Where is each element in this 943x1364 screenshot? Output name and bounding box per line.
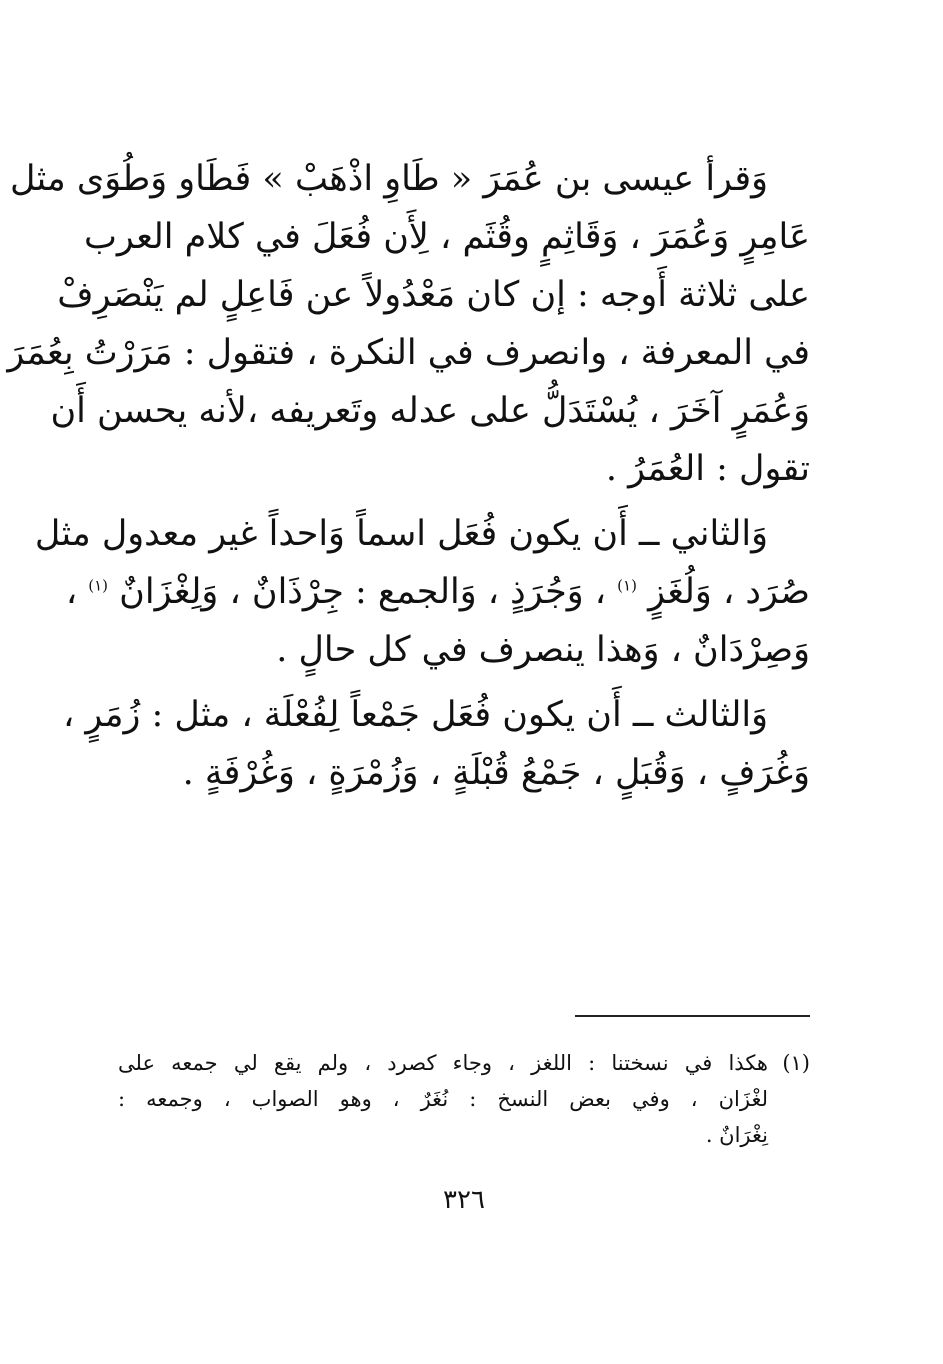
- footnote-line: لغْزَان ، وفي بعض النسخ : نُغَرٌ ، وهو الصواب ، وجمعه :: [118, 1087, 768, 1111]
- text-line: في المعرفة ، وانصرف في النكرة ، فتقول : مَرَرْتُ بِعُمَرَ: [7, 333, 810, 373]
- text-line: على ثلاثة أَوجه : إن كان مَعْدُولاً عن فَاعِلٍ لم يَنْصَرِفْ: [57, 275, 810, 315]
- footnote: [118, 1045, 810, 1153]
- text-line: وَغُرَفٍ ، وَقُبَلٍ ، جَمْعُ قُبْلَةٍ ، وَزُمْرَةٍ ، وَغُرْفَةٍ .: [182, 753, 810, 793]
- text-line: وَعُمَرٍ آخَرَ ، يُسْتَدَلُّ على عدله وتَعريفه ،لأنه يحسن أَن: [50, 391, 810, 431]
- page-number: ٣٢٦: [443, 1185, 485, 1215]
- paragraph-1: [7, 150, 810, 498]
- text-line: وَالثالث ــ أَن يكون فُعَل جَمْعاً لِفُعْلَة ، مثل : زُمَرٍ ،: [62, 695, 768, 735]
- footnote-divider: [575, 1015, 810, 1017]
- book-page: [7, 150, 810, 1330]
- footnote-body: [118, 1045, 768, 1153]
- text-line: وَالثاني ــ أَن يكون فُعَل اسماً وَاحداً غير معدول مثل: [34, 514, 768, 554]
- footnote-reference: (١): [617, 576, 637, 595]
- text-line: تقول : العُمَرُ .: [605, 449, 810, 489]
- text-line: صُرَد ، وَلُغَزٍ $^{(١)}$ ، وَجُرَذٍ ، وَالجمع : جِرْذَانٌ ، وَلِغْزَانٌ $^{(١)}$ ،: [65, 572, 810, 612]
- footnote-number: (١): [782, 1051, 810, 1075]
- paragraph-3: [62, 686, 810, 802]
- main-text: [7, 150, 810, 809]
- text-line: وَقرأ عيسى بن عُمَرَ « طَاوِ اذْهَبْ » فَطَاو وَطُوَى مثل: [9, 159, 768, 199]
- text-line: وَصِرْدَانٌ ، وَهذا ينصرف في كل حالٍ .: [276, 630, 810, 670]
- footnote-line: هكذا في نسختنا : اللغز ، وجاء كصرد ، ولم يقع لي جمعه على: [118, 1051, 768, 1075]
- footnote-reference: (١): [88, 576, 109, 595]
- paragraph-2: [34, 505, 810, 679]
- footnote-line: نِغْرَانٌ .: [705, 1123, 768, 1147]
- text-line: عَامِرٍ وَعُمَرَ ، وَقَاثِمٍ وقُثَم ، لِأَن فُعَلَ في كلام العرب: [83, 217, 810, 257]
